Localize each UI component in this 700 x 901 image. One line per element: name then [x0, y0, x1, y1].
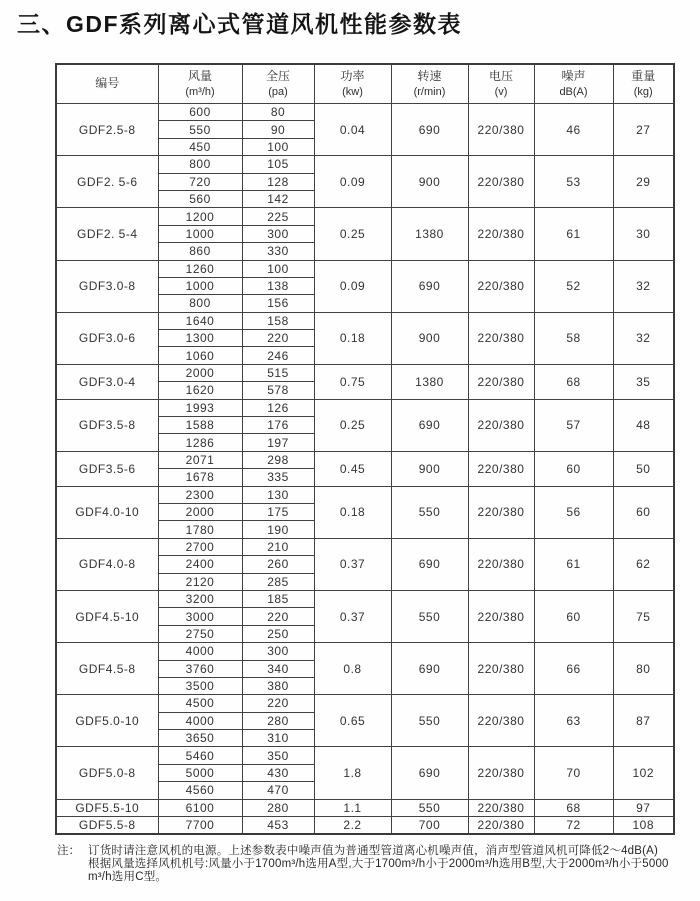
speed-cell: 690 [391, 643, 468, 695]
table-row [56, 260, 674, 277]
speed-cell: 550 [391, 695, 468, 747]
voltage-cell: 220/380 [468, 695, 534, 747]
weight-cell: 80 [613, 643, 674, 695]
flow-cell: 4000 [158, 712, 242, 729]
flow-cell: 4000 [158, 643, 242, 660]
pressure-cell: 453 [242, 817, 314, 835]
flow-cell: 3500 [158, 677, 242, 694]
weight-cell: 50 [613, 451, 674, 486]
header-label: 重量 [631, 69, 656, 84]
flow-cell: 2000 [158, 364, 242, 381]
note-line: 订货时请注意风机的电源。上述参数表中噪声值为普通型管道离心机噪声值，消声型管道风机可降低2～4dB(A) [88, 845, 659, 857]
voltage-cell: 220/380 [468, 799, 534, 816]
column-header-voltage [468, 64, 534, 104]
table-row [56, 208, 674, 225]
table-row [56, 747, 674, 764]
table-row [56, 695, 674, 712]
voltage-cell: 220/380 [468, 208, 534, 260]
flow-cell: 1620 [158, 382, 242, 399]
pressure-cell: 220 [242, 608, 314, 625]
table-row [56, 364, 674, 381]
weight-cell: 62 [613, 538, 674, 590]
flow-cell: 2071 [158, 451, 242, 468]
pressure-cell: 90 [242, 121, 314, 138]
flow-cell: 4560 [158, 782, 242, 799]
flow-cell: 550 [158, 121, 242, 138]
weight-cell: 75 [613, 590, 674, 642]
power-cell: 0.09 [314, 156, 391, 208]
table-row [56, 104, 674, 121]
model-cell: GDF4.5-10 [56, 590, 158, 642]
power-cell: 1.8 [314, 747, 391, 799]
pressure-cell: 335 [242, 469, 314, 486]
flow-cell: 2000 [158, 503, 242, 520]
pressure-cell: 225 [242, 208, 314, 225]
pressure-cell: 138 [242, 277, 314, 294]
fan-table-body [56, 104, 674, 835]
flow-cell: 1588 [158, 417, 242, 434]
power-cell: 1.1 [314, 799, 391, 816]
pressure-cell: 100 [242, 260, 314, 277]
pressure-cell: 197 [242, 434, 314, 451]
power-cell: 0.25 [314, 399, 391, 451]
voltage-cell: 220/380 [468, 747, 534, 799]
flow-cell: 1000 [158, 277, 242, 294]
power-cell: 0.45 [314, 451, 391, 486]
voltage-cell: 220/380 [468, 817, 534, 835]
pressure-cell: 126 [242, 399, 314, 416]
speed-cell: 1380 [391, 208, 468, 260]
flow-cell: 720 [158, 173, 242, 190]
pressure-cell: 515 [242, 364, 314, 381]
speed-cell: 550 [391, 590, 468, 642]
pressure-cell: 130 [242, 486, 314, 503]
voltage-cell: 220/380 [468, 104, 534, 156]
voltage-cell: 220/380 [468, 590, 534, 642]
voltage-cell: 220/380 [468, 312, 534, 364]
pressure-cell: 246 [242, 347, 314, 364]
table-row [56, 451, 674, 468]
speed-cell: 700 [391, 817, 468, 835]
flow-cell: 3000 [158, 608, 242, 625]
flow-cell: 3200 [158, 590, 242, 607]
power-cell: 0.04 [314, 104, 391, 156]
speed-cell: 690 [391, 747, 468, 799]
voltage-cell: 220/380 [468, 260, 534, 312]
header-label: 电压 [488, 69, 513, 84]
flow-cell: 6100 [158, 799, 242, 816]
flow-cell: 1286 [158, 434, 242, 451]
pressure-cell: 176 [242, 417, 314, 434]
flow-cell: 1300 [158, 330, 242, 347]
column-header-weight [613, 64, 674, 104]
pressure-cell: 128 [242, 173, 314, 190]
table-row [56, 643, 674, 660]
pressure-cell: 175 [242, 503, 314, 520]
pressure-cell: 330 [242, 243, 314, 260]
voltage-cell: 220/380 [468, 538, 534, 590]
flow-cell: 450 [158, 138, 242, 155]
header-unit: (kg) [633, 85, 653, 98]
column-header-flow [158, 64, 242, 104]
header-unit: dB(A) [559, 85, 588, 98]
pressure-cell: 80 [242, 104, 314, 121]
header-unit: (v) [494, 85, 508, 98]
flow-cell: 1060 [158, 347, 242, 364]
power-cell: 0.18 [314, 312, 391, 364]
table-row [56, 590, 674, 607]
pressure-cell: 220 [242, 330, 314, 347]
flow-cell: 860 [158, 243, 242, 260]
model-cell: GDF5.5-10 [56, 799, 158, 816]
weight-cell: 32 [613, 260, 674, 312]
model-cell: GDF5.0-10 [56, 695, 158, 747]
table-row [56, 799, 674, 816]
pressure-cell: 310 [242, 730, 314, 747]
noise-cell: 72 [534, 817, 613, 835]
model-cell: GDF4.0-10 [56, 486, 158, 538]
noise-cell: 63 [534, 695, 613, 747]
flow-cell: 1993 [158, 399, 242, 416]
pressure-cell: 100 [242, 138, 314, 155]
flow-cell: 800 [158, 295, 242, 312]
noise-cell: 68 [534, 799, 613, 816]
pressure-cell: 185 [242, 590, 314, 607]
flow-cell: 5460 [158, 747, 242, 764]
flow-cell: 1640 [158, 312, 242, 329]
header-unit: (pa) [268, 85, 288, 98]
power-cell: 0.75 [314, 364, 391, 399]
noise-cell: 60 [534, 590, 613, 642]
model-cell: GDF4.5-8 [56, 643, 158, 695]
model-cell: GDF3.0-4 [56, 364, 158, 399]
model-cell: GDF5.5-8 [56, 817, 158, 835]
model-cell: GDF3.0-8 [56, 260, 158, 312]
pressure-cell: 156 [242, 295, 314, 312]
flow-cell: 1780 [158, 521, 242, 538]
table-row [56, 538, 674, 555]
power-cell: 0.37 [314, 590, 391, 642]
weight-cell: 30 [613, 208, 674, 260]
speed-cell: 550 [391, 799, 468, 816]
speed-cell: 1380 [391, 364, 468, 399]
model-cell: GDF2. 5-4 [56, 208, 158, 260]
weight-cell: 29 [613, 156, 674, 208]
pressure-cell: 298 [242, 451, 314, 468]
pressure-cell: 220 [242, 695, 314, 712]
noise-cell: 53 [534, 156, 613, 208]
power-cell: 0.25 [314, 208, 391, 260]
noise-cell: 70 [534, 747, 613, 799]
model-cell: GDF3.5-6 [56, 451, 158, 486]
pressure-cell: 340 [242, 660, 314, 677]
header-row [56, 64, 674, 104]
flow-cell: 1678 [158, 469, 242, 486]
pressure-cell: 380 [242, 677, 314, 694]
header-label: 风量 [187, 69, 212, 84]
model-cell: GDF4.0-8 [56, 538, 158, 590]
table-header [56, 64, 674, 104]
flow-cell: 7700 [158, 817, 242, 835]
weight-cell: 35 [613, 364, 674, 399]
weight-cell: 60 [613, 486, 674, 538]
flow-cell: 4500 [158, 695, 242, 712]
pressure-cell: 158 [242, 312, 314, 329]
voltage-cell: 220/380 [468, 486, 534, 538]
pressure-cell: 280 [242, 799, 314, 816]
noise-cell: 61 [534, 538, 613, 590]
header-unit: (kw) [342, 85, 363, 98]
pressure-cell: 142 [242, 190, 314, 207]
weight-cell: 27 [613, 104, 674, 156]
model-cell: GDF3.5-8 [56, 399, 158, 451]
header-label: 噪声 [561, 69, 586, 84]
flow-cell: 600 [158, 104, 242, 121]
pressure-cell: 470 [242, 782, 314, 799]
column-header-pressure [242, 64, 314, 104]
header-unit: (r/min) [413, 85, 446, 98]
column-header-speed [391, 64, 468, 104]
voltage-cell: 220/380 [468, 364, 534, 399]
note-line: 根据风量选择风机机号:风量小于1700m³/h选用A型,大于1700m³/h小于2000m³/h选用B型,大于2000m³/h小于5000 [88, 858, 669, 870]
weight-cell: 87 [613, 695, 674, 747]
header-label: 转速 [417, 69, 442, 84]
flow-cell: 5000 [158, 764, 242, 781]
noise-cell: 68 [534, 364, 613, 399]
pressure-cell: 260 [242, 556, 314, 573]
table-row [56, 399, 674, 416]
model-cell: GDF2. 5-6 [56, 156, 158, 208]
column-header-noise [534, 64, 613, 104]
table-row [56, 312, 674, 329]
voltage-cell: 220/380 [468, 399, 534, 451]
model-cell: GDF2.5-8 [56, 104, 158, 156]
weight-cell: 102 [613, 747, 674, 799]
note-line: m³/h选用C型。 [88, 871, 168, 883]
pressure-cell: 105 [242, 156, 314, 173]
column-header-model [56, 64, 158, 104]
table-row [56, 817, 674, 835]
pressure-cell: 280 [242, 712, 314, 729]
weight-cell: 48 [613, 399, 674, 451]
flow-cell: 800 [158, 156, 242, 173]
flow-cell: 3760 [158, 660, 242, 677]
speed-cell: 550 [391, 486, 468, 538]
power-cell: 0.8 [314, 643, 391, 695]
column-header-power [314, 64, 391, 104]
header-label: 全压 [265, 69, 290, 84]
noise-cell: 57 [534, 399, 613, 451]
header-label: 功率 [340, 69, 365, 84]
pressure-cell: 190 [242, 521, 314, 538]
noise-cell: 61 [534, 208, 613, 260]
speed-cell: 690 [391, 399, 468, 451]
pressure-cell: 250 [242, 625, 314, 642]
flow-cell: 2750 [158, 625, 242, 642]
noise-cell: 58 [534, 312, 613, 364]
pressure-cell: 430 [242, 764, 314, 781]
footnote [57, 845, 677, 884]
flow-cell: 1000 [158, 225, 242, 242]
noise-cell: 60 [534, 451, 613, 486]
pressure-cell: 285 [242, 573, 314, 590]
speed-cell: 900 [391, 156, 468, 208]
noise-cell: 66 [534, 643, 613, 695]
flow-cell: 2700 [158, 538, 242, 555]
note-label: 注： [57, 845, 80, 857]
weight-cell: 32 [613, 312, 674, 364]
power-cell: 0.37 [314, 538, 391, 590]
pressure-cell: 578 [242, 382, 314, 399]
weight-cell: 97 [613, 799, 674, 816]
power-cell: 0.09 [314, 260, 391, 312]
flow-cell: 2300 [158, 486, 242, 503]
note-text [88, 845, 677, 884]
table-row [56, 156, 674, 173]
voltage-cell: 220/380 [468, 156, 534, 208]
power-cell: 0.65 [314, 695, 391, 747]
pressure-cell: 210 [242, 538, 314, 555]
voltage-cell: 220/380 [468, 451, 534, 486]
speed-cell: 690 [391, 538, 468, 590]
speed-cell: 690 [391, 260, 468, 312]
speed-cell: 690 [391, 104, 468, 156]
noise-cell: 46 [534, 104, 613, 156]
page-title: 三、GDF系列离心式管道风机性能参数表 [17, 11, 463, 37]
noise-cell: 52 [534, 260, 613, 312]
header-unit: (m³/h) [185, 85, 215, 98]
voltage-cell: 220/380 [468, 643, 534, 695]
pressure-cell: 350 [242, 747, 314, 764]
pressure-cell: 300 [242, 225, 314, 242]
flow-cell: 3650 [158, 730, 242, 747]
noise-cell: 56 [534, 486, 613, 538]
model-cell: GDF3.0-6 [56, 312, 158, 364]
table-row [56, 486, 674, 503]
speed-cell: 900 [391, 451, 468, 486]
flow-cell: 1200 [158, 208, 242, 225]
fan-performance-table [55, 63, 675, 835]
pressure-cell: 300 [242, 643, 314, 660]
power-cell: 2.2 [314, 817, 391, 835]
flow-cell: 1260 [158, 260, 242, 277]
flow-cell: 2400 [158, 556, 242, 573]
header-label: 编号 [95, 76, 120, 91]
model-cell: GDF5.0-8 [56, 747, 158, 799]
flow-cell: 2120 [158, 573, 242, 590]
weight-cell: 108 [613, 817, 674, 835]
flow-cell: 560 [158, 190, 242, 207]
power-cell: 0.18 [314, 486, 391, 538]
speed-cell: 900 [391, 312, 468, 364]
